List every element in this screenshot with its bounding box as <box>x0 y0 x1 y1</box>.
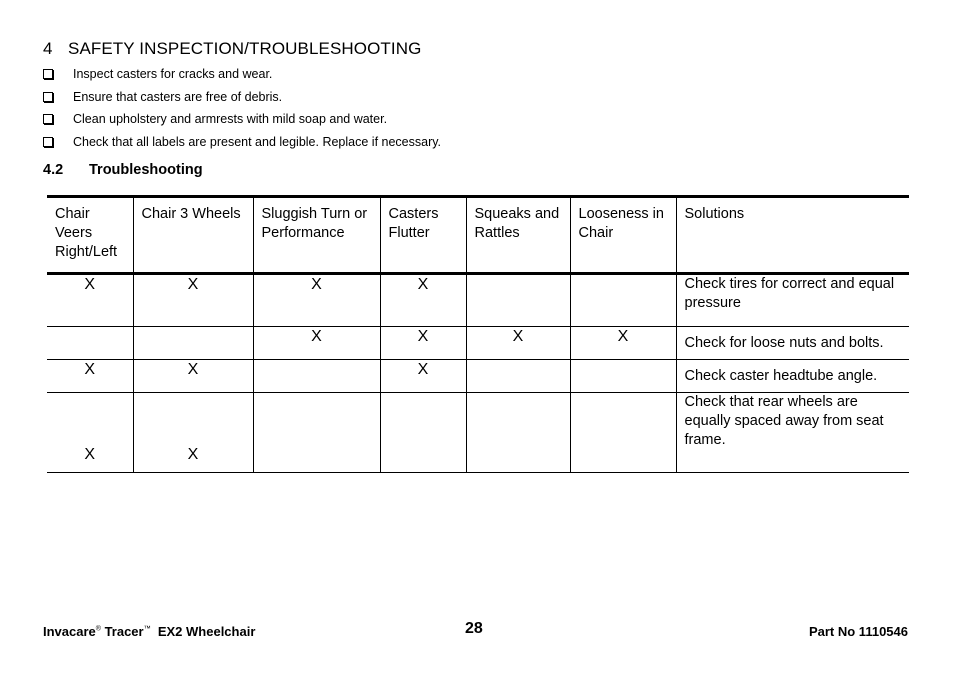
table-cell <box>253 360 380 393</box>
table-header-row <box>47 197 909 274</box>
footer-model: EX2 Wheelchair <box>157 624 256 639</box>
checkbox-icon <box>43 114 53 124</box>
table-cell: X <box>380 360 466 393</box>
checklist-item-text: Clean upholstery and armrests with mild soap and water. <box>73 112 388 126</box>
subsection-heading <box>43 162 203 178</box>
solution-cell: Check for loose nuts and bolts. <box>676 327 909 360</box>
column-header: Looseness in Chair <box>570 197 676 274</box>
checklist-item <box>43 66 441 89</box>
solution-cell: Check that rear wheels are equally spaced away from seat frame. <box>676 393 909 473</box>
table-cell: X <box>47 274 133 327</box>
solution-cell: Check tires for correct and equal pressure <box>676 274 909 327</box>
table-cell <box>466 360 570 393</box>
table-cell: X <box>133 393 253 473</box>
registered-mark: ® <box>95 625 101 633</box>
table-cell: X <box>253 327 380 360</box>
column-header: Chair Veers Right/Left <box>47 197 133 274</box>
table-row <box>47 393 909 473</box>
column-header: Solutions <box>676 197 909 274</box>
inspection-checklist <box>43 66 441 156</box>
trademark-mark: ™ <box>143 625 151 633</box>
column-header: Sluggish Turn or Performance <box>253 197 380 274</box>
table-cell: X <box>133 274 253 327</box>
checkbox-icon <box>43 69 53 79</box>
footer-product <box>43 624 255 639</box>
table-cell: X <box>253 274 380 327</box>
table-cell <box>466 393 570 473</box>
table-cell <box>47 327 133 360</box>
table-cell <box>570 360 676 393</box>
checklist-item <box>43 111 441 134</box>
table-cell: X <box>380 327 466 360</box>
troubleshooting-table <box>47 195 909 473</box>
table-cell <box>570 274 676 327</box>
table-cell <box>466 274 570 327</box>
table-cell <box>570 393 676 473</box>
table-cell: X <box>380 274 466 327</box>
page-number: 28 <box>465 620 483 637</box>
checkbox-icon <box>43 92 53 102</box>
table-cell: X <box>466 327 570 360</box>
table-cell <box>253 393 380 473</box>
checklist-item-text: Ensure that casters are free of debris. <box>73 89 283 104</box>
section-title: SAFETY INSPECTION/TROUBLESHOOTING <box>68 39 422 58</box>
footer-product-name: Tracer <box>104 624 144 639</box>
column-header: Chair 3 Wheels <box>133 197 253 274</box>
column-header: Casters Flutter <box>380 197 466 274</box>
checklist-item-text: Inspect casters for cracks and wear. <box>73 67 273 81</box>
footer-brand: Invacare <box>43 624 96 639</box>
table-row <box>47 360 909 393</box>
checkbox-icon <box>43 137 53 147</box>
table-cell: X <box>47 360 133 393</box>
table-cell <box>133 327 253 360</box>
table-cell: X <box>133 360 253 393</box>
table-cell: X <box>47 393 133 473</box>
solution-cell: Check caster headtube angle. <box>676 360 909 393</box>
table-cell: X <box>570 327 676 360</box>
column-header: Squeaks and Rattles <box>466 197 570 274</box>
table-row <box>47 327 909 360</box>
table-row <box>47 274 909 327</box>
subsection-title: Troubleshooting <box>89 162 203 178</box>
checklist-item-text: Check that all labels are present and legible. Replace if necessary. <box>73 134 442 149</box>
section-heading <box>43 39 421 59</box>
subsection-number: 4.2 <box>43 162 64 178</box>
table-cell <box>380 393 466 473</box>
footer-part-number: Part No 1110546 <box>808 624 908 639</box>
section-number: 4 <box>43 39 53 58</box>
checklist-item <box>43 89 441 112</box>
checklist-item <box>43 134 441 157</box>
